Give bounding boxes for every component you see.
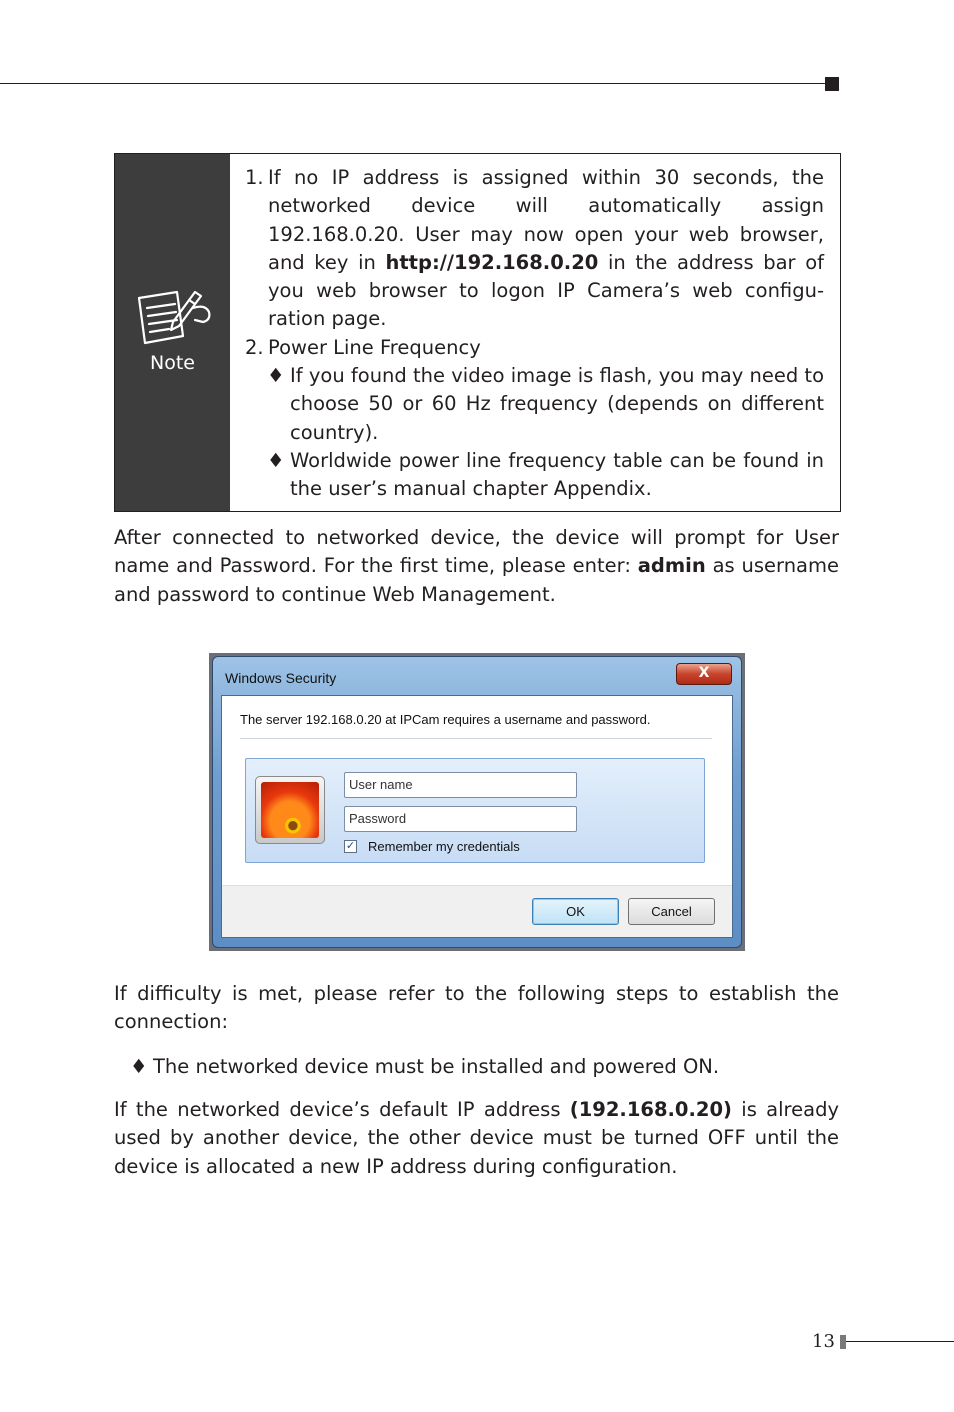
ip-conflict-paragraph (114, 1096, 839, 1181)
note-bullet-1-text: If you found the video image is flash, you may need to choose 50 or 60 Hz frequency (depends on different country). (290, 364, 824, 444)
power-on-text: The networked device must be installed and powered ON. (153, 1055, 720, 1078)
note-label: Note (150, 351, 195, 374)
dialog-separator (240, 738, 712, 739)
note-item-2-number: 2. (245, 335, 264, 359)
note-item-1-text-b: in the address bar of you web browser to logon IP Camera’s web configu-ration page. (268, 250, 824, 331)
windows-security-screenshot (209, 653, 745, 951)
note-item-1-number: 1. (245, 166, 264, 189)
cancel-button[interactable]: Cancel (628, 898, 715, 925)
user-avatar (255, 776, 325, 844)
note-box (114, 153, 841, 512)
note-item-1-text (268, 164, 824, 334)
para3-text-b: is already used by another device, the other device must be turned OFF until the device is allocated a new IP address during configuration. (114, 1098, 839, 1178)
diamond-bullet-icon: ♦ (267, 448, 285, 472)
footer-rule (846, 1341, 954, 1342)
dialog-client-area (221, 695, 733, 938)
para1-text-a: After connected to networked device, the device will prompt for User name and Password. For the first time, please enter: (114, 526, 839, 578)
page-number: 13 (812, 1331, 835, 1352)
diamond-bullet-icon: ♦ (267, 364, 285, 388)
para1-bold-admin: admin (637, 554, 706, 578)
diamond-bullet-icon: ♦ (130, 1055, 148, 1078)
para3-text-a: If the networked device’s default IP address (114, 1098, 570, 1121)
note-pen-icon (133, 286, 213, 348)
dialog-title: Windows Security (225, 670, 337, 686)
header-rule (0, 83, 830, 84)
power-on-bullet (130, 1053, 839, 1081)
password-input[interactable]: Password (344, 806, 577, 832)
username-input[interactable]: User name (344, 772, 577, 798)
note-item-1 (245, 164, 824, 334)
flower-avatar-icon (261, 782, 319, 838)
para1-text-b: as username and password to continue Web Management. (114, 554, 839, 606)
note-item-2 (245, 334, 824, 362)
note-sidebar (115, 154, 230, 511)
credential-tile (245, 758, 705, 863)
dialog-window (212, 656, 742, 948)
difficulty-paragraph: If difficulty is met, please refer to the following steps to establish the connection: (114, 982, 839, 1034)
note-bullet-2 (267, 447, 824, 504)
note-item-2-title: Power Line Frequency (268, 335, 481, 359)
note-bullet-1 (267, 362, 824, 447)
header-square-marker (825, 77, 839, 91)
login-instructions (114, 524, 839, 609)
note-item-1-text-a: If no IP address is assigned within 30 seconds, the networked device will automatically assign 192.168.0.20. User may now open your web browser, and key in (268, 166, 824, 274)
dialog-footer (222, 885, 732, 937)
remember-credentials[interactable] (344, 839, 520, 854)
remember-checkbox[interactable]: ✓ (345, 840, 356, 852)
note-content (230, 154, 840, 511)
note-item-1-url: http://192.168.0.20 (385, 250, 599, 274)
ok-button[interactable]: OK (532, 898, 619, 925)
para3-bold-ip: (192.168.0.20) (569, 1098, 732, 1121)
dialog-message: The server 192.168.0.20 at IPCam requires a username and password. (240, 712, 651, 727)
note-bullet-2-text: Worldwide power line frequency table can be found in the user’s manual chapter Appendix. (290, 448, 824, 501)
footer-marker (840, 1335, 846, 1349)
close-button[interactable]: X (676, 663, 732, 685)
remember-label: Remember my credentials (368, 839, 520, 854)
